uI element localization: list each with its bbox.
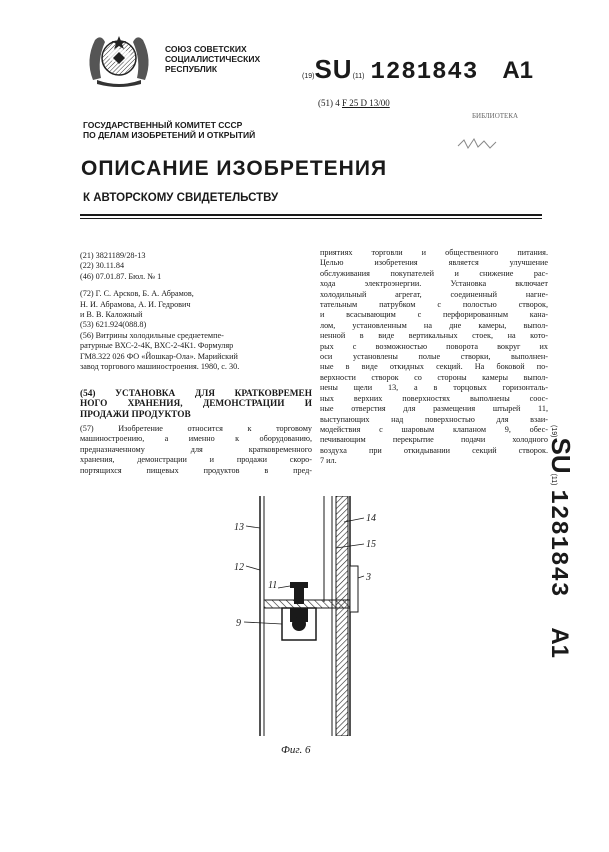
side-patent-number — [544, 425, 577, 659]
label-12: 12 — [234, 562, 244, 573]
bibliographic-data — [80, 251, 312, 372]
abstract-line: рых с возможностью поворота вокруг их — [320, 341, 548, 351]
abstract-line: хранения, демонстрации и продажи скоро- — [80, 455, 312, 465]
ussr-emblem-icon — [83, 30, 155, 88]
abstract-line: холодильный агрегат, соединенный нагне- — [320, 289, 548, 299]
abstract-line: (57) Изобретение относится к торговому — [80, 424, 312, 433]
abstract-left — [80, 424, 312, 476]
abstract-right — [320, 248, 548, 467]
reference-line: ГМ8.322 026 ФО «Йошкар-Ола». Марийский — [80, 351, 238, 361]
label-14: 14 — [366, 513, 376, 524]
inventor-line: и В. В. Каложный — [80, 310, 143, 320]
num-infix: (11) — [352, 73, 365, 80]
patent-number-block — [302, 54, 533, 86]
abstract-line: и всасывающим с перфорированным кана- — [320, 310, 548, 320]
abstract-line: лом, установленным на дне камеры, выпол- — [320, 320, 548, 330]
invention-title-line: (54) УСТАНОВКА ДЛЯ КРАТКОВРЕМЕН — [80, 389, 312, 399]
invention-title-line: ПРОДАЖИ ПРОДУКТОВ — [80, 409, 191, 420]
union-name — [165, 44, 285, 74]
header-rule — [80, 214, 542, 216]
invention-title — [80, 389, 312, 420]
ipc-prefix: (51) 4 — [318, 98, 340, 108]
abstract-line: предназначенному для кратковременного — [80, 444, 312, 454]
label-3: 3 — [366, 572, 371, 583]
header-rule — [80, 218, 542, 219]
label-11: 11 — [268, 580, 278, 591]
abstract-line: печивающим перекрытие подачи холодного — [320, 435, 548, 445]
stamp-smudge — [456, 136, 498, 152]
document-subtitle: К АВТОРСКОМУ СВИДЕТЕЛЬСТВУ — [83, 192, 279, 204]
side-num-infix: (11) — [550, 473, 557, 486]
abstract-line: ные в виде откидных секций. На боковой по- — [320, 362, 548, 372]
invention-title-line: НОГО ХРАНЕНИЯ, ДЕМОНСТРАЦИИ И — [80, 399, 312, 410]
reference-line: завод торгового машиностроения. 1980, с. 30. — [80, 362, 240, 372]
abstract-line: ненной в виде вертикальных стоек, на кото- — [320, 331, 548, 341]
reference-line: ратурные ВХС-2-4К, ВХС-2-4К1. Формуляр — [80, 341, 234, 351]
abstract-line: воздуха при откидывании секций створок. — [320, 445, 548, 455]
committee-line: ГОСУДАРСТВЕННЫЙ КОМИТЕТ СССР — [83, 120, 243, 130]
abstract-line: оси установлены полые створки, выполнен- — [320, 352, 548, 362]
reference-line: (56) Витрины холодильные среднетемпе- — [80, 330, 224, 340]
figure-caption: Фиг. 6 — [281, 744, 311, 756]
inventor-line: (72) Г. С. Арсков, Б. А. Абрамов, — [80, 289, 194, 299]
element-3 — [350, 566, 358, 612]
label-13: 13 — [234, 522, 244, 533]
library-stamp: БИБЛИОТЕКА — [472, 112, 519, 120]
abstract-line: ных верхних поверхностях выполнены соос- — [320, 393, 548, 403]
abstract-line: модействия с шаровым клапаном 9, обес- — [320, 424, 548, 434]
abstract-line: верхности створок со стороны камеры выпол- — [320, 372, 548, 382]
label-9: 9 — [236, 618, 241, 629]
ipc-class: F 25 D 13/00 — [342, 98, 390, 108]
committee-name — [83, 120, 255, 140]
publication-date: (46) 07.01.87. Бюл. № 1 — [80, 271, 162, 281]
leader-12 — [246, 566, 260, 570]
abstract-line: Целью изобретения является улучшение — [320, 258, 548, 268]
union-line: РЕСПУБЛИК — [165, 64, 218, 74]
filing-date: (22) 30.11.84 — [80, 261, 125, 271]
num-prefix: (19) — [302, 73, 315, 80]
inventor-line: Н. И. Абрамова, А. И. Гедрович — [80, 299, 191, 309]
abstract-line: нены щели 13, а в торцовых горизонталь- — [320, 383, 548, 393]
right-wall-insulation — [336, 496, 348, 736]
abstract-line: выступающих над поверхностью для взаи- — [320, 414, 548, 424]
document-title: ОПИСАНИЕ ИЗОБРЕТЕНИЯ — [81, 157, 388, 180]
abstract-line: хода электроэнергии. Установка включает — [320, 279, 548, 289]
leader-9 — [244, 622, 282, 624]
figure-6-drawing — [224, 496, 384, 736]
application-number: (21) 3821189/28-13 — [80, 251, 146, 260]
ipc-classification — [318, 98, 390, 108]
abstract-line: тательным патрубком с полостью створок, — [320, 300, 548, 310]
side-country-code: SU — [546, 437, 576, 474]
abstract-line: 7 ил. — [320, 456, 337, 466]
abstract-line: портящихся пищевых продуктов в пред- — [80, 465, 312, 475]
leader-13 — [246, 526, 260, 528]
leader-3 — [358, 576, 364, 578]
union-line: СОЮЗ СОВЕТСКИХ — [165, 44, 247, 54]
side-patent-number-value: 1281843 — [544, 489, 571, 598]
union-line: СОЦИАЛИСТИЧЕСКИХ — [165, 54, 261, 64]
udc-code: (53) 621.924(088.8) — [80, 320, 147, 330]
abstract-line: приятиях торговли и общественного питания. — [320, 248, 548, 257]
country-code: SU — [314, 54, 353, 84]
horizontal-shelf — [264, 600, 350, 608]
leader-11 — [278, 586, 290, 588]
abstract-line: машиностроению, а именно к оборудованию, — [80, 434, 312, 444]
ball-valve-9 — [292, 617, 306, 631]
pin-11-head — [290, 582, 308, 588]
side-kind-code: A1 — [546, 627, 573, 659]
patent-number: 1281843 — [370, 59, 479, 86]
kind-code: A1 — [502, 57, 534, 84]
abstract-line: обслуживания покупателей и снижение рас- — [320, 268, 548, 278]
abstract-line: ные отверстия для размещения штырей 11, — [320, 404, 548, 414]
label-15: 15 — [366, 539, 376, 550]
committee-line: ПО ДЕЛАМ ИЗОБРЕТЕНИЙ И ОТКРЫТИЙ — [83, 130, 256, 140]
side-num-prefix: (19) — [550, 425, 557, 438]
